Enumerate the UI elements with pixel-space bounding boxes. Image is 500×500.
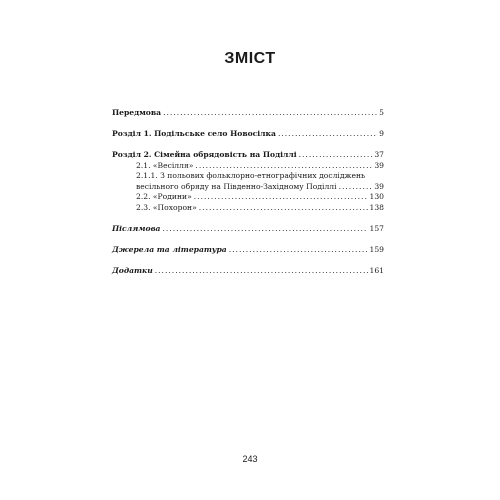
toc-entry-label: 2.3. «Похорон»	[136, 202, 197, 212]
toc-entry-label: Розділ 2. Сімейна обрядовість на Поділлі	[112, 150, 297, 159]
toc-entry-chapter-2	[112, 150, 384, 161]
toc-entry-2-1	[112, 161, 384, 172]
toc-entry-label: 2.1. «Весілля»	[136, 160, 194, 170]
page-title: ЗМІСТ	[224, 50, 276, 67]
toc-entry-preface	[112, 108, 384, 119]
dot-leader	[278, 129, 377, 140]
dot-leader	[163, 108, 377, 119]
toc-entry-label: Джерела та література	[112, 244, 227, 254]
dot-leader	[199, 203, 368, 214]
toc-entry-2-2	[112, 192, 384, 203]
dot-leader	[194, 192, 368, 203]
toc-entry-label: Післямова	[112, 223, 161, 233]
toc-entry-page: 159	[369, 244, 384, 254]
toc-entry-appendix	[112, 266, 384, 277]
table-of-contents	[112, 108, 384, 276]
toc-entry-page: 161	[369, 265, 384, 275]
toc-entry-page: 5	[379, 108, 384, 117]
toc-entry-page: 37	[374, 150, 384, 159]
dot-leader	[155, 266, 368, 277]
toc-entry-label: Розділ 1. Подільське село Новосілка	[112, 129, 276, 138]
toc-entry-page: 130	[369, 192, 384, 201]
toc-entry-page: 157	[369, 223, 384, 233]
toc-entry-2-1-1	[112, 182, 384, 193]
toc-entry-afterword	[112, 224, 384, 235]
toc-entry-page: 9	[379, 129, 384, 138]
toc-entry-chapter-1	[112, 129, 384, 140]
toc-entry-2-1-1-line1: 2.1.1. З польових фольклорно-етнографічних досліджень	[136, 171, 366, 180]
dot-leader	[299, 150, 373, 161]
toc-entry-label: весільного обряду на Південно-Західному Поділлі	[136, 181, 337, 191]
dot-leader	[339, 182, 373, 193]
toc-entry-page: 138	[369, 202, 384, 212]
toc-entry-sources	[112, 245, 384, 256]
toc-entry-page: 39	[374, 181, 384, 191]
dot-leader	[162, 224, 367, 235]
toc-entry-2-3	[112, 203, 384, 214]
dot-leader	[229, 245, 368, 256]
toc-entry-label: 2.2. «Родини»	[136, 192, 192, 201]
toc-entry-label: Передмова	[112, 108, 162, 117]
toc-entry-label: Додатки	[112, 265, 153, 275]
toc-entry-page: 39	[374, 160, 384, 170]
dot-leader	[195, 161, 372, 172]
page-number: 243	[242, 454, 258, 464]
